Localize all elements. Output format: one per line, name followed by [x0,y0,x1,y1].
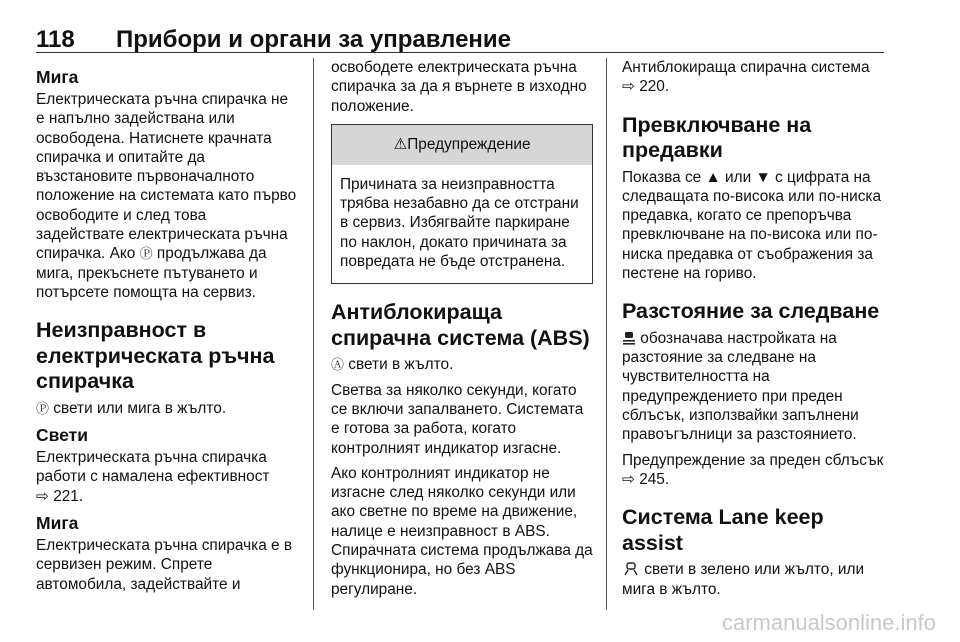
warning-header [332,125,592,165]
parking-brake-icon: Ⓟ [139,246,153,262]
paragraph-abs-3: Ако контролният индикатор не изгасне след няколко секунди или ако светне по време на движение, налице е неизправност в ABS. Спирачната система продължава да функционира, но без ABS регулиране. [331,464,593,598]
abs-icon: Ⓐ [331,357,345,373]
paragraph-distance-2: Предупреждение за преден сблъсък ⇨ 245. [622,451,884,488]
paragraph-lit: Електрическата ръчна спирачка работи с намалена ефективност ⇨ 221. [36,449,270,505]
heading-abs: Антиблокираща спирачна система (ABS) [331,300,590,350]
heading-shift: Превключване на предавки [622,112,812,163]
paragraph-continued: освободете електрическата ръчна спирачка за да я върнете в изходно положение. [331,59,587,115]
page-reference[interactable]: 220. [639,78,670,96]
paragraph-blink: Електрическата ръчна спирачка не е напълно задействана или освободена. Натиснете крачната спирачка и опитайте да възстановите първоначалното положение на системата като първо освободите и след това задействате електрическата ръчна спирачка. Ако Ⓟ продължава да мига, прекъснете пътуването и потърсете помощта на сервиз. [36,91,297,301]
paragraph-lane-keep: свети в зелено или жълто, или мига в жълто. [622,561,865,598]
heading-blink-2: Мига [36,512,79,533]
heading-lane-keep: Система Lane keep assist [622,505,824,555]
ref-arrow-icon: ⇨ [622,78,635,96]
page-reference[interactable]: 245. [639,470,670,488]
warning-title: Предупреждение [407,135,531,153]
shift-down-icon: ▼ [755,168,771,186]
paragraph-blink-2: Електрическата ръчна спирачка е в сервизен режим. Спрете автомобила, задействайте и [36,536,293,593]
heading-lit: Свети [36,425,88,446]
watermark: carmanualsonline.info [721,610,936,635]
paragraph-shift: Показва се ▲ или ▼ с цифрата на следващата по-висока или по-ниска предавка, когато се препоръчва превключване на по-висока или по-ниска предавка от съображения за пестене на гориво. [622,168,882,283]
column-divider [606,58,607,610]
heading-fault: Неизправност в електрическата ръчна спирачка [36,318,275,394]
column-3 [622,58,888,605]
column-2 [331,58,593,605]
page-header [36,12,884,53]
shift-up-icon: ▲ [705,168,721,186]
column-divider [313,58,314,610]
parking-brake-fault-icon: Ⓟ [36,400,50,416]
warning-icon: ⚠ [393,135,408,153]
following-distance-icon [622,331,636,345]
ref-arrow-icon: ⇨ [36,487,49,505]
warning-text: Причината за неизправността трябва незабавно да се отстрани в сервиз. Избягвайте паркиране по наклон, докато причината за повредата не бъде отстранена. [340,175,579,271]
paragraph-fault: Ⓟ свети или мига в жълто. [36,399,227,417]
page-reference[interactable]: 221. [53,487,84,505]
column-1 [36,58,298,600]
heading-blink: Мига [36,67,79,87]
page-number: 118 [36,26,75,53]
heading-distance: Разстояние за следване [622,299,880,324]
paragraph-abs-2: Светва за няколко секунди, когато се включи запалването. Системата е готова за работа, когато контролният индикатор изгасне. [331,381,584,457]
paragraph-distance-1: обозначава настройката на разстояние за следване на чувствителността на предупреждението при преден сблъсък, използвайки запълнени правоъгълници за разстоянието. [622,329,859,444]
paragraph-abs-1: Ⓐ свети в жълто. [331,356,454,374]
lane-keep-assist-icon [622,561,640,576]
ref-arrow-icon: ⇨ [622,470,635,488]
paragraph-abs-ref: Антиблокираща спирачна система ⇨ 220. [622,59,870,96]
chapter-title: Прибори и органи за управление [116,26,512,53]
warning-box [331,124,593,284]
